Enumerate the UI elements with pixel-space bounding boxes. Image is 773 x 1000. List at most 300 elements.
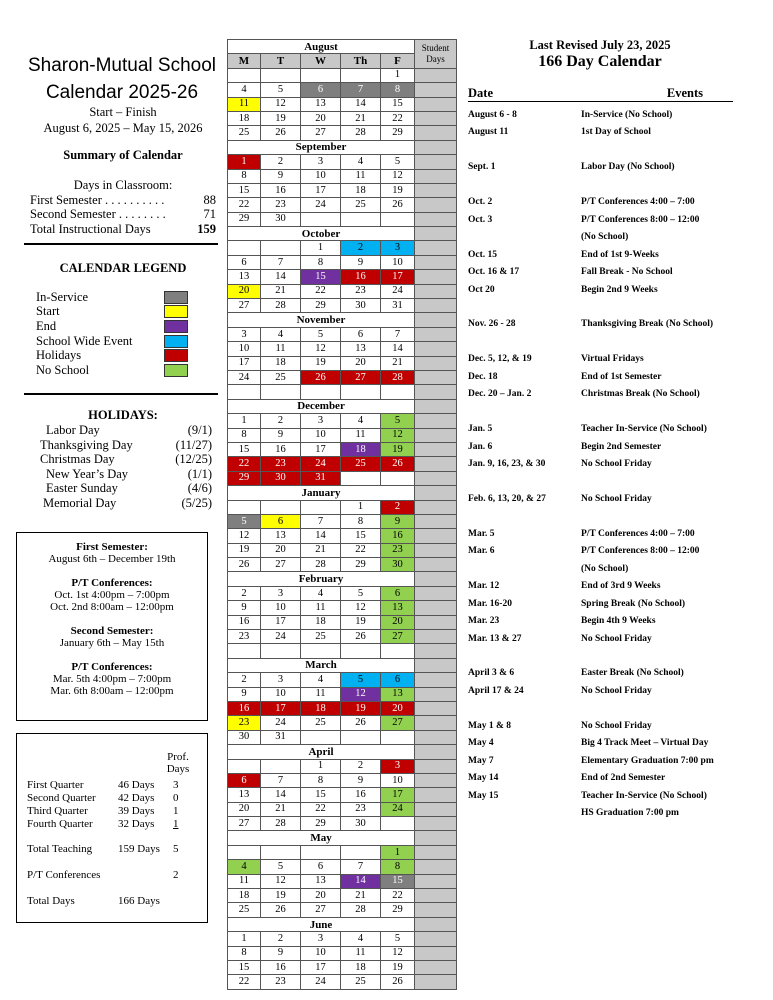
event-date: Sept. 1 bbox=[468, 162, 496, 173]
month-name: August bbox=[228, 40, 415, 54]
day-cell: 6 bbox=[228, 255, 261, 269]
day-cell: 12 bbox=[341, 687, 381, 701]
day-cell bbox=[381, 817, 415, 831]
day-cell bbox=[381, 730, 415, 744]
event-description: Begin 2nd Semester bbox=[581, 441, 662, 452]
event-row bbox=[468, 372, 768, 387]
day-cell: 20 bbox=[301, 111, 341, 125]
student-days-cell bbox=[415, 83, 457, 97]
day-cell: 20 bbox=[228, 802, 261, 816]
event-description: P/T Conferences 4:00 – 7:00 bbox=[581, 197, 695, 208]
day-cell: 16 bbox=[341, 788, 381, 802]
student-days-cell bbox=[415, 370, 457, 384]
day-cell bbox=[261, 644, 301, 658]
month-row bbox=[228, 313, 457, 327]
week-row bbox=[228, 903, 457, 917]
day-cell: 20 bbox=[381, 701, 415, 715]
student-days-cell bbox=[415, 68, 457, 82]
day-cell bbox=[228, 68, 261, 82]
event-date: Jan. 6 bbox=[468, 441, 493, 452]
holidays-list bbox=[36, 423, 212, 511]
quarter-row bbox=[27, 792, 202, 805]
event-description: No School Friday bbox=[581, 685, 652, 696]
day-cell bbox=[261, 845, 301, 859]
day-cell bbox=[301, 730, 341, 744]
student-days-cell bbox=[415, 241, 457, 255]
total-instructional-label: Total Instructional Days bbox=[30, 221, 151, 236]
week-row bbox=[228, 586, 457, 600]
student-days-cell bbox=[415, 558, 457, 572]
day-cell: 19 bbox=[301, 356, 341, 370]
day-cell: 5 bbox=[261, 860, 301, 874]
quarter-days: 42 Days bbox=[118, 792, 155, 804]
student-days-cell bbox=[415, 543, 457, 557]
day-cell: 24 bbox=[301, 975, 341, 989]
day-cell: 5 bbox=[341, 586, 381, 600]
day-cell: 3 bbox=[261, 586, 301, 600]
event-description: P/T Conferences 4:00 – 7:00 bbox=[581, 528, 695, 539]
student-days-cell bbox=[415, 442, 457, 456]
week-row bbox=[228, 500, 457, 514]
day-cell: 24 bbox=[381, 284, 415, 298]
student-days-cell bbox=[415, 788, 457, 802]
day-cell: 3 bbox=[301, 932, 341, 946]
student-days-cell bbox=[415, 701, 457, 715]
day-cell: 7 bbox=[261, 255, 301, 269]
legend-swatch bbox=[164, 291, 188, 304]
day-cell bbox=[341, 730, 381, 744]
legend-item bbox=[36, 348, 188, 363]
quarter-name: Second Quarter bbox=[27, 792, 96, 804]
first-semester-dates: August 6th – December 19th bbox=[48, 553, 176, 565]
day-cell bbox=[261, 68, 301, 82]
student-days-header: Student Days bbox=[415, 40, 457, 69]
total-teaching-prof: 5 bbox=[173, 843, 179, 855]
day-cell: 24 bbox=[301, 198, 341, 212]
holiday-name: Christmas Day bbox=[40, 452, 115, 467]
event-date: Jan. 5 bbox=[468, 424, 493, 435]
event-row bbox=[468, 267, 768, 282]
day-cell: 11 bbox=[341, 428, 381, 442]
week-row bbox=[228, 299, 457, 313]
weekday-header: T bbox=[261, 54, 301, 68]
week-row bbox=[228, 673, 457, 687]
day-cell: 29 bbox=[228, 471, 261, 485]
day-cell: 25 bbox=[341, 975, 381, 989]
day-cell: 1 bbox=[301, 241, 341, 255]
day-cell bbox=[301, 845, 341, 859]
legend-swatch bbox=[164, 305, 188, 318]
week-row bbox=[228, 860, 457, 874]
weekday-header: W bbox=[301, 54, 341, 68]
total-teaching-label: Total Teaching bbox=[27, 843, 93, 855]
day-cell: 9 bbox=[261, 428, 301, 442]
student-days-cell bbox=[415, 586, 457, 600]
day-cell: 17 bbox=[381, 788, 415, 802]
event-row bbox=[468, 616, 768, 631]
day-cell: 16 bbox=[228, 701, 261, 715]
day-cell: 21 bbox=[301, 543, 341, 557]
day-cell: 27 bbox=[228, 299, 261, 313]
event-row bbox=[468, 319, 768, 334]
event-row bbox=[468, 250, 768, 265]
day-cell: 16 bbox=[261, 442, 301, 456]
day-cell: 17 bbox=[381, 270, 415, 284]
student-days-cell bbox=[415, 255, 457, 269]
student-days-cell bbox=[415, 975, 457, 989]
week-row bbox=[228, 327, 457, 341]
day-cell: 29 bbox=[301, 817, 341, 831]
day-cell bbox=[228, 385, 261, 399]
event-description: P/T Conferences 8:00 – 12:00 bbox=[581, 546, 700, 557]
student-days-cell bbox=[415, 601, 457, 615]
day-cell: 29 bbox=[341, 558, 381, 572]
day-cell bbox=[228, 500, 261, 514]
day-cell: 31 bbox=[381, 299, 415, 313]
day-cell: 9 bbox=[381, 514, 415, 528]
day-cell: 5 bbox=[261, 83, 301, 97]
day-cell: 12 bbox=[301, 342, 341, 356]
events-header-label bbox=[583, 86, 733, 102]
holiday-item bbox=[36, 496, 212, 511]
day-cell: 4 bbox=[261, 327, 301, 341]
event-description: 1st Day of School bbox=[581, 127, 651, 138]
day-cell: 26 bbox=[261, 903, 301, 917]
event-row bbox=[468, 424, 768, 439]
day-cell: 25 bbox=[261, 370, 301, 384]
days-in-classroom bbox=[30, 178, 216, 236]
holiday-name: Thanksgiving Day bbox=[40, 437, 133, 452]
day-cell: 27 bbox=[261, 558, 301, 572]
day-cell: 17 bbox=[301, 183, 341, 197]
student-days-cell bbox=[415, 917, 457, 931]
day-cell: 12 bbox=[261, 97, 301, 111]
day-cell: 6 bbox=[301, 83, 341, 97]
day-cell: 20 bbox=[341, 356, 381, 370]
day-cell: 6 bbox=[261, 514, 301, 528]
day-cell: 4 bbox=[301, 673, 341, 687]
event-row bbox=[468, 127, 768, 142]
pt2-line2: Mar. 6th 8:00am – 12:00pm bbox=[50, 685, 174, 697]
day-cell: 5 bbox=[228, 514, 261, 528]
day-cell: 2 bbox=[381, 500, 415, 514]
day-cell: 13 bbox=[381, 687, 415, 701]
day-cell: 1 bbox=[228, 932, 261, 946]
event-description: Teacher In-Service (No School) bbox=[581, 424, 707, 435]
day-cell: 18 bbox=[228, 889, 261, 903]
week-row bbox=[228, 97, 457, 111]
student-days-cell bbox=[415, 212, 457, 226]
total-days-label: Total Days bbox=[27, 895, 75, 907]
quarter-prof: 1 bbox=[173, 818, 179, 830]
start-finish-label: Start – Finish bbox=[89, 105, 157, 119]
week-row bbox=[228, 558, 457, 572]
day-cell: 28 bbox=[301, 558, 341, 572]
month-name: September bbox=[228, 140, 415, 154]
day-cell: 18 bbox=[341, 183, 381, 197]
day-cell: 24 bbox=[228, 370, 261, 384]
day-cell: 16 bbox=[261, 183, 301, 197]
day-cell: 16 bbox=[381, 529, 415, 543]
first-semester-label: First Semester . . . . . . . . . . bbox=[30, 192, 165, 207]
day-cell bbox=[301, 500, 341, 514]
day-cell: 7 bbox=[341, 83, 381, 97]
event-description: Teacher In-Service (No School) bbox=[581, 790, 707, 801]
day-cell: 30 bbox=[261, 212, 301, 226]
day-cell bbox=[301, 68, 341, 82]
day-cell: 25 bbox=[301, 630, 341, 644]
event-row bbox=[468, 110, 768, 125]
first-semester-heading: First Semester: bbox=[76, 541, 148, 553]
day-cell: 21 bbox=[261, 802, 301, 816]
day-cell: 15 bbox=[381, 874, 415, 888]
day-cell: 12 bbox=[381, 946, 415, 960]
event-description: Begin 2nd 9 Weeks bbox=[581, 284, 658, 295]
days-in-classroom-label: Days in Classroom: bbox=[73, 178, 173, 192]
day-cell: 27 bbox=[301, 126, 341, 140]
event-description: In-Service (No School) bbox=[581, 110, 673, 120]
student-days-cell bbox=[415, 673, 457, 687]
student-days-cell bbox=[415, 572, 457, 586]
day-cell: 15 bbox=[301, 270, 341, 284]
day-cell: 8 bbox=[301, 255, 341, 269]
week-row bbox=[228, 716, 457, 730]
first-semester-days bbox=[30, 193, 216, 208]
event-row bbox=[468, 546, 768, 561]
day-cell: 8 bbox=[381, 83, 415, 97]
legend-swatch bbox=[164, 349, 188, 362]
day-cell: 12 bbox=[381, 428, 415, 442]
weekday-header: F bbox=[381, 54, 415, 68]
event-description: HS Graduation 7:00 pm bbox=[581, 808, 679, 818]
day-cell bbox=[261, 385, 301, 399]
event-date: Dec. 18 bbox=[468, 371, 498, 382]
event-description: Elementary Graduation 7:00 pm bbox=[581, 755, 714, 766]
day-cell: 27 bbox=[228, 817, 261, 831]
day-cell: 27 bbox=[301, 903, 341, 917]
day-cell: 8 bbox=[228, 428, 261, 442]
student-days-cell bbox=[415, 356, 457, 370]
event-description: (No School) bbox=[581, 563, 629, 574]
month-name: April bbox=[228, 745, 415, 759]
day-cell: 8 bbox=[381, 860, 415, 874]
holiday-item bbox=[36, 438, 212, 453]
day-cell: 5 bbox=[301, 327, 341, 341]
day-cell: 2 bbox=[261, 414, 301, 428]
day-cell bbox=[341, 212, 381, 226]
day-cell: 29 bbox=[301, 299, 341, 313]
month-row bbox=[228, 658, 457, 672]
day-cell: 19 bbox=[381, 961, 415, 975]
student-days-cell bbox=[415, 457, 457, 471]
day-cell: 23 bbox=[261, 975, 301, 989]
day-cell: 30 bbox=[341, 299, 381, 313]
day-cell: 29 bbox=[381, 126, 415, 140]
month-row bbox=[228, 227, 457, 241]
day-cell bbox=[381, 385, 415, 399]
week-row bbox=[228, 845, 457, 859]
day-cell: 12 bbox=[341, 601, 381, 615]
month-row bbox=[228, 572, 457, 586]
day-cell: 22 bbox=[228, 975, 261, 989]
student-days-cell bbox=[415, 946, 457, 960]
day-cell: 25 bbox=[228, 903, 261, 917]
day-cell: 2 bbox=[341, 241, 381, 255]
last-revised: Last Revised July 23, 2025 bbox=[529, 38, 671, 52]
day-cell: 23 bbox=[228, 716, 261, 730]
week-row bbox=[228, 183, 457, 197]
day-cell: 10 bbox=[261, 601, 301, 615]
student-days-cell bbox=[415, 140, 457, 154]
pt-conferences-value: 2 bbox=[173, 869, 179, 881]
day-cell bbox=[381, 471, 415, 485]
month-row bbox=[228, 40, 457, 54]
event-description: Begin 4th 9 Weeks bbox=[581, 616, 656, 627]
day-cell: 21 bbox=[341, 111, 381, 125]
legend-swatch bbox=[164, 335, 188, 348]
start-finish bbox=[30, 104, 216, 136]
day-cell: 19 bbox=[341, 701, 381, 715]
day-cell bbox=[301, 644, 341, 658]
week-row bbox=[228, 817, 457, 831]
day-cell: 26 bbox=[381, 975, 415, 989]
day-cell: 6 bbox=[228, 773, 261, 787]
holiday-date: (1/1) bbox=[187, 466, 212, 481]
quarter-row bbox=[27, 779, 202, 792]
day-cell: 13 bbox=[381, 601, 415, 615]
event-row bbox=[468, 634, 768, 649]
day-cell: 18 bbox=[301, 615, 341, 629]
day-cell: 23 bbox=[228, 630, 261, 644]
student-days-cell bbox=[415, 529, 457, 543]
day-cell: 26 bbox=[381, 457, 415, 471]
student-days-cell bbox=[415, 97, 457, 111]
student-days-cell bbox=[415, 414, 457, 428]
events-header-text: Events bbox=[666, 86, 703, 100]
day-cell: 16 bbox=[261, 961, 301, 975]
week-row bbox=[228, 111, 457, 125]
day-cell bbox=[228, 759, 261, 773]
day-cell: 10 bbox=[301, 169, 341, 183]
day-cell: 4 bbox=[341, 155, 381, 169]
student-days-cell bbox=[415, 687, 457, 701]
event-row bbox=[468, 738, 768, 753]
holiday-item bbox=[36, 423, 212, 438]
holiday-name: Labor Day bbox=[46, 423, 100, 437]
day-cell: 3 bbox=[381, 241, 415, 255]
student-days-cell bbox=[415, 183, 457, 197]
day-cell: 22 bbox=[301, 802, 341, 816]
day-cell: 13 bbox=[228, 270, 261, 284]
event-row bbox=[468, 668, 768, 683]
day-cell bbox=[381, 644, 415, 658]
day-cell: 22 bbox=[341, 543, 381, 557]
date-header bbox=[468, 86, 583, 102]
month-name: February bbox=[228, 572, 415, 586]
student-days-cell bbox=[415, 385, 457, 399]
week-row bbox=[228, 759, 457, 773]
day-cell: 30 bbox=[381, 558, 415, 572]
pt1-line2: Oct. 2nd 8:00am – 12:00pm bbox=[50, 601, 174, 613]
event-date: Jan. 9, 16, 23, & 30 bbox=[468, 459, 546, 469]
day-cell: 24 bbox=[261, 630, 301, 644]
day-cell: 30 bbox=[261, 471, 301, 485]
day-cell: 11 bbox=[341, 946, 381, 960]
student-days-cell bbox=[415, 759, 457, 773]
divider bbox=[24, 243, 218, 245]
school-title bbox=[22, 52, 222, 106]
day-cell: 11 bbox=[228, 874, 261, 888]
quarter-days: 46 Days bbox=[118, 779, 155, 791]
day-cell: 6 bbox=[381, 586, 415, 600]
student-days-cell bbox=[415, 486, 457, 500]
event-row bbox=[468, 564, 768, 579]
day-cell: 9 bbox=[261, 946, 301, 960]
student-days-cell bbox=[415, 773, 457, 787]
event-description: P/T Conferences 8:00 – 12:00 bbox=[581, 214, 700, 225]
semester-box bbox=[16, 532, 208, 721]
month-name: November bbox=[228, 313, 415, 327]
week-row bbox=[228, 442, 457, 456]
month-name: June bbox=[228, 917, 415, 931]
day-cell: 2 bbox=[261, 155, 301, 169]
day-cell: 15 bbox=[301, 788, 341, 802]
student-days-cell bbox=[415, 169, 457, 183]
day-cell: 15 bbox=[228, 961, 261, 975]
day-cell: 2 bbox=[228, 673, 261, 687]
event-description: No School Friday bbox=[581, 720, 652, 731]
day-cell: 11 bbox=[261, 342, 301, 356]
day-cell: 20 bbox=[228, 284, 261, 298]
legend-heading: CALENDAR LEGEND bbox=[59, 261, 187, 275]
day-cell: 21 bbox=[261, 284, 301, 298]
title-line-2: Calendar 2025-26 bbox=[45, 82, 199, 103]
day-cell: 10 bbox=[381, 773, 415, 787]
holiday-name: Easter Sunday bbox=[46, 481, 118, 496]
week-row bbox=[228, 356, 457, 370]
week-row bbox=[228, 255, 457, 269]
legend-item bbox=[36, 363, 188, 378]
day-cell: 21 bbox=[381, 356, 415, 370]
day-cell bbox=[341, 644, 381, 658]
student-days-cell bbox=[415, 932, 457, 946]
day-cell: 8 bbox=[341, 514, 381, 528]
quarter-row bbox=[27, 805, 202, 818]
total-teaching-days: 159 Days bbox=[118, 843, 160, 855]
quarter-days: 32 Days bbox=[118, 818, 155, 830]
holidays-heading: HOLIDAYS: bbox=[88, 408, 158, 422]
day-cell bbox=[341, 471, 381, 485]
total-instructional-days bbox=[30, 222, 216, 237]
day-cell: 21 bbox=[341, 889, 381, 903]
event-date: Mar. 23 bbox=[468, 616, 500, 627]
day-cell: 14 bbox=[301, 529, 341, 543]
day-cell bbox=[341, 68, 381, 82]
day-cell: 10 bbox=[228, 342, 261, 356]
event-date: April 3 & 6 bbox=[468, 668, 515, 679]
day-cell: 8 bbox=[301, 773, 341, 787]
event-date: May 4 bbox=[468, 738, 494, 749]
student-days-cell bbox=[415, 299, 457, 313]
event-date: Oct 20 bbox=[468, 284, 495, 295]
day-cell: 20 bbox=[261, 543, 301, 557]
day-cell: 1 bbox=[228, 155, 261, 169]
divider bbox=[24, 393, 218, 395]
day-cell: 28 bbox=[261, 817, 301, 831]
day-cell: 31 bbox=[261, 730, 301, 744]
event-description: Big 4 Track Meet – Virtual Day bbox=[581, 738, 709, 749]
month-row bbox=[228, 486, 457, 500]
